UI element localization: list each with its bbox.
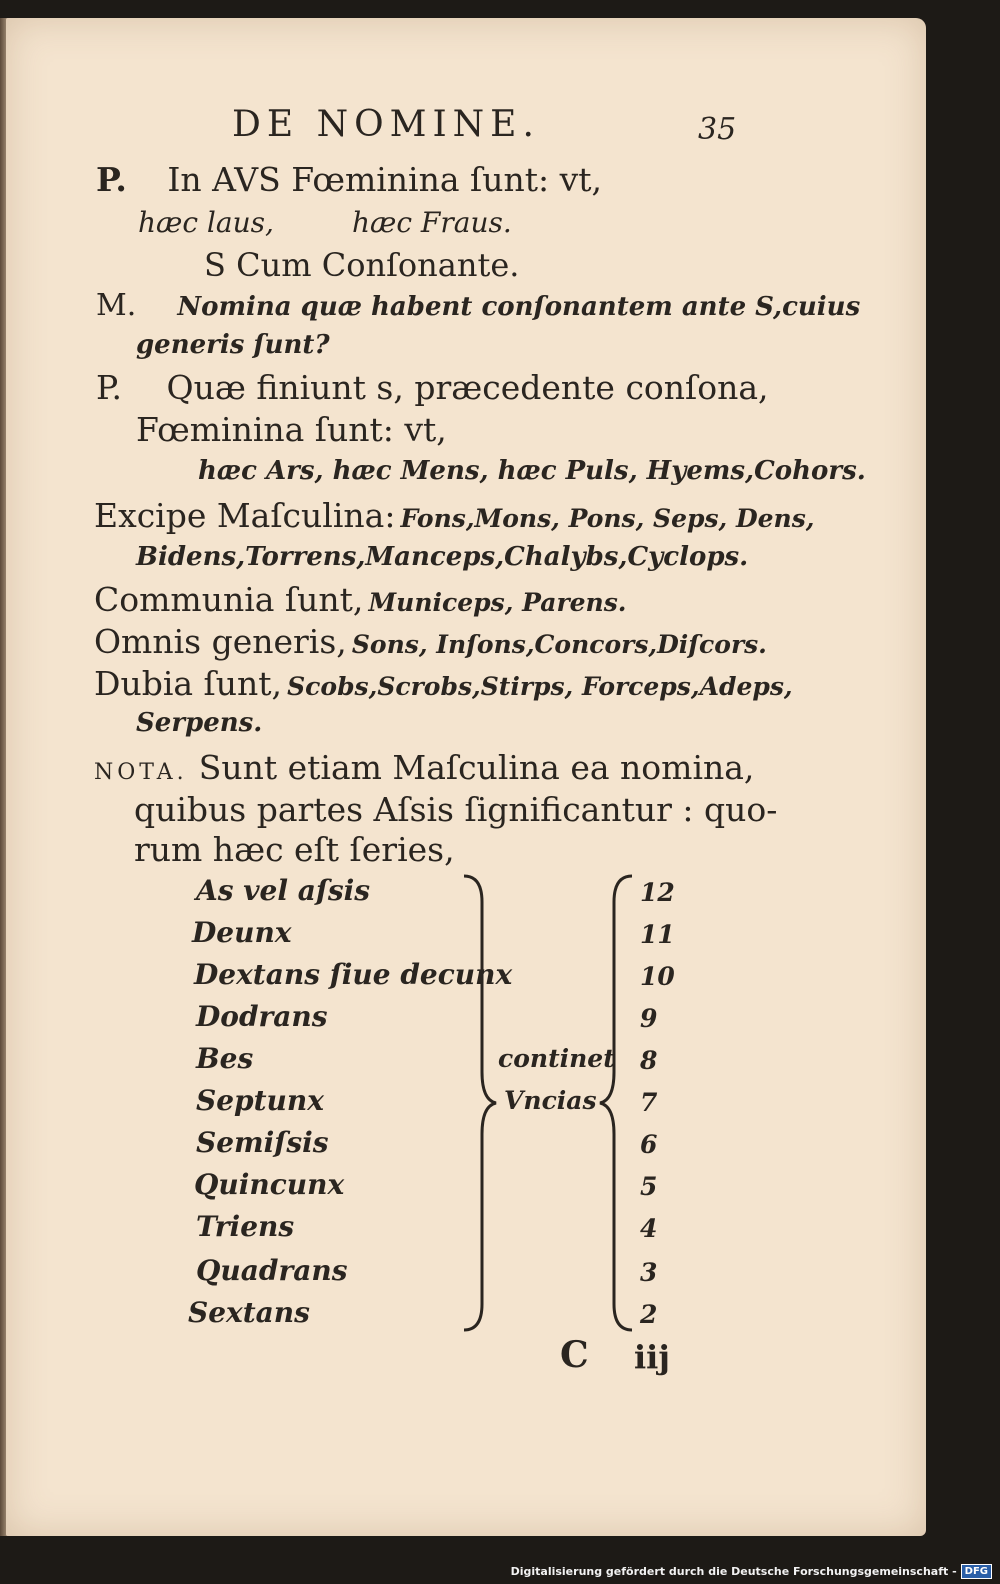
text-line [138, 206, 512, 239]
series-name: Quadrans [196, 1254, 348, 1287]
text-line [94, 748, 754, 787]
text-line: hæc Ars, hæc Mens, hæc Puls, Hyems,Cohors. [198, 456, 866, 486]
series-name: Semiſsis [196, 1126, 329, 1159]
series-name: Septunx [196, 1084, 324, 1117]
line-roman: Excipe Maſculina: [94, 496, 396, 535]
page-number: 35 [698, 112, 737, 147]
series-number: 6 [640, 1130, 658, 1159]
line-text: Nomina quæ habent conſonantem ante S,cuius [177, 292, 861, 322]
series-name: Sextans [188, 1296, 310, 1329]
text-line [94, 580, 626, 619]
line-italic: Scobs,Scrobs,Stirps, Forceps,Adeps, [287, 672, 793, 701]
text-line: quibus partes Aſsis ſignificantur : quo- [134, 790, 778, 829]
brace-label-vncias: Vncias [504, 1086, 597, 1115]
series-number: 3 [640, 1258, 658, 1287]
signature-letter: C [560, 1334, 589, 1376]
series-name: Bes [196, 1042, 254, 1075]
text-line [94, 622, 767, 661]
series-number: 7 [640, 1088, 658, 1117]
text-line: Serpens. [136, 708, 263, 738]
line-text: In AVS Fœminina ſunt: vt, [167, 160, 603, 199]
series-number: 8 [640, 1046, 658, 1075]
speaker-label: M. [96, 288, 137, 323]
left-brace [596, 872, 636, 1334]
text-line [94, 664, 793, 703]
line-roman: Communia ſunt, [94, 580, 364, 619]
text-line: generis ſunt? [136, 330, 330, 360]
series-name: Quincunx [194, 1168, 345, 1201]
series-number: 5 [640, 1172, 658, 1201]
series-name: Dodrans [196, 1000, 328, 1033]
text-line [96, 160, 602, 199]
dfg-logo: DFG [961, 1564, 992, 1579]
series-name: Dextans ſiue decunx [194, 958, 513, 991]
example-word: hæc laus, [138, 206, 274, 239]
series-name: As vel aſsis [196, 874, 371, 907]
footer-text: Digitalisierung gefördert durch die Deutsche Forschungsgemeinschaft - [510, 1564, 957, 1578]
line-text: Quæ finiunt s, præcedente conſona, [166, 368, 769, 407]
text-line: Fœminina ſunt: vt, [136, 410, 447, 449]
line-italic: Fons,Mons, Pons, Seps, Dens, [400, 504, 815, 533]
right-brace [460, 872, 500, 1334]
speaker-label: P. [96, 368, 123, 407]
series-number: 11 [640, 920, 675, 949]
digitization-footer [511, 1560, 992, 1582]
series-number: 10 [640, 962, 675, 991]
series-number: 2 [640, 1300, 658, 1329]
series-name: Triens [196, 1210, 295, 1243]
example-word: hæc Fraus. [352, 206, 512, 239]
line-italic: Sons, Inſons,Concors,Diſcors. [351, 630, 767, 659]
speaker-label: P. [96, 160, 127, 199]
line-roman: Omnis generis, [94, 622, 347, 661]
series-number: 12 [640, 878, 675, 907]
text-line [96, 368, 769, 407]
line-italic: Municeps, Parens. [368, 588, 627, 617]
text-line [94, 496, 815, 535]
text-line: Bidens,Torrens,Manceps,Chalybs,Cyclops. [136, 542, 749, 572]
brace-label-continet: continet [498, 1044, 615, 1073]
series-name: Deunx [192, 916, 292, 949]
text-line: rum hæc eſt ſeries, [134, 830, 455, 869]
running-title: DE NOMINE. [232, 104, 540, 145]
series-number: 4 [640, 1214, 658, 1243]
signature-numeral: iij [634, 1338, 670, 1376]
text-line [96, 288, 860, 323]
section-heading: S Cum Conſonante. [204, 246, 520, 284]
series-number: 9 [640, 1004, 658, 1033]
nota-label: NOTA. [94, 760, 188, 785]
line-text: Sunt etiam Maſculina ea nomina, [198, 748, 755, 787]
line-roman: Dubia ſunt, [94, 664, 283, 703]
